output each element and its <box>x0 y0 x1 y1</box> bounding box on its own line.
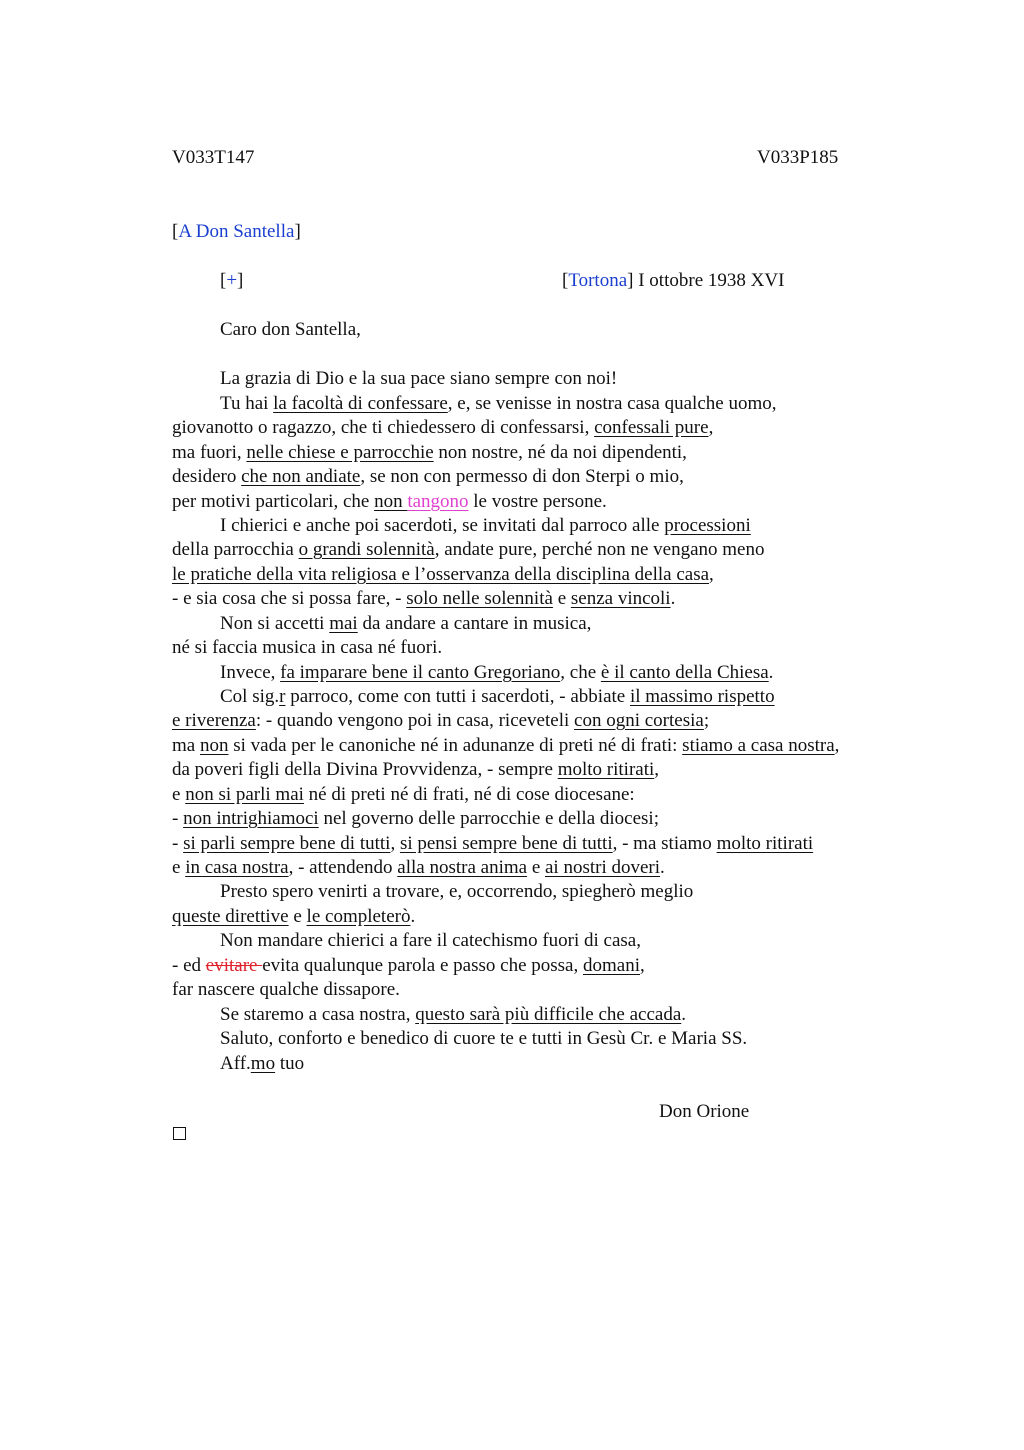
recipient-link[interactable]: A Don Santella <box>178 221 295 242</box>
letter-line-5: desidero che non andiate, se non con permesso di don Sterpi o mio, <box>172 466 684 487</box>
letter-line-9: le pratiche della vita religiosa e l’osservanza della disciplina della casa, <box>172 564 714 585</box>
letter-line-14: Col sig.r parroco, come con tutti i sacerdoti, - abbiate il massimo rispetto <box>220 686 775 707</box>
letter-line-13: Invece, fa imparare bene il canto Gregoriano, che è il canto della Chiesa. <box>220 662 774 683</box>
letter-line-8: della parrocchia o grandi solennità, andate pure, perché non ne vengano meno <box>172 539 765 560</box>
greeting: Caro don Santella, <box>220 319 361 340</box>
letter-line-19: - non intrighiamoci nel governo delle parrocchie e della diocesi; <box>172 808 659 829</box>
letter-line-17: da poveri figli della Divina Provvidenza, - sempre molto ritirati, <box>172 759 660 780</box>
letter-line-28: Saluto, conforto e benedico di cuore te e tutti in Gesù Cr. e Maria SS. <box>220 1028 748 1049</box>
cross-mark: [+] <box>220 270 244 291</box>
letter-line-12: né si faccia musica in casa né fuori. <box>172 637 443 658</box>
letter-line-2: Tu hai la facoltà di confessare, e, se venisse in nostra casa qualche uomo, <box>220 393 777 414</box>
letter-line-10: - e sia cosa che si possa fare, - solo nelle solennità e senza vincoli. <box>172 588 676 609</box>
letter-line-27: Se staremo a casa nostra, questo sarà più difficile che accada. <box>220 1004 687 1025</box>
letter-line-11: Non si accetti mai da andare a cantare in musica, <box>220 613 592 634</box>
letter-line-26: far nascere qualche dissapore. <box>172 979 400 1000</box>
letter-line-21: e in casa nostra, - attendendo alla nostra anima e ai nostri doveri. <box>172 857 665 878</box>
letter-line-20: - si parli sempre bene di tutti, si pensi sempre bene di tutti, - ma stiamo molto ritirati <box>172 833 814 854</box>
place-date: [Tortona] I ottobre 1938 XVI <box>562 270 785 291</box>
cross-link[interactable]: + <box>226 270 238 291</box>
letter-line-25: - ed evitare evita qualunque parola e passo che possa, domani, <box>172 955 645 976</box>
signature: Don Orione <box>659 1101 750 1122</box>
struck-word: evitare <box>205 955 263 976</box>
letter-line-4: ma fuori, nelle chiese e parrocchie non nostre, né da noi dipendenti, <box>172 442 687 463</box>
letter-line-7: I chierici e anche poi sacerdoti, se invitati dal parroco alle processioni <box>220 515 751 536</box>
letter-line-6: per motivi particolari, che non tangono le vostre persone. <box>172 491 607 512</box>
letter-line-23: queste direttive e le completerò. <box>172 906 416 927</box>
letter-line-29: Aff.mo tuo <box>220 1053 305 1074</box>
letter-line-15: e riverenza: - quando vengono poi in casa, riceveteli con ogni cortesia; <box>172 710 710 731</box>
letter-line-18: e non si parli mai né di preti né di frati, né di cose diocesane: <box>172 784 635 805</box>
end-square-icon <box>173 1127 186 1140</box>
letter-line-22: Presto spero venirti a trovare, e, occorrendo, spiegherò meglio <box>220 881 694 902</box>
letter-line-1: La grazia di Dio e la sua pace siano sempre con noi! <box>220 368 618 389</box>
place-link[interactable]: Tortona <box>568 270 628 291</box>
page-code-left: V033T147 <box>172 147 255 168</box>
letter-line-3: giovanotto o ragazzo, che ti chiedessero di confessarsi, confessali pure, <box>172 417 714 438</box>
recipient-heading: [A Don Santella] <box>172 221 301 242</box>
variant-word-link[interactable]: tangono <box>407 491 469 512</box>
page-code-right: V033P185 <box>757 147 839 168</box>
letter-line-16: ma non si vada per le canoniche né in adunanze di preti né di frati: stiamo a casa nostra, <box>172 735 840 756</box>
letter-line-24: Non mandare chierici a fare il catechismo fuori di casa, <box>220 930 641 951</box>
